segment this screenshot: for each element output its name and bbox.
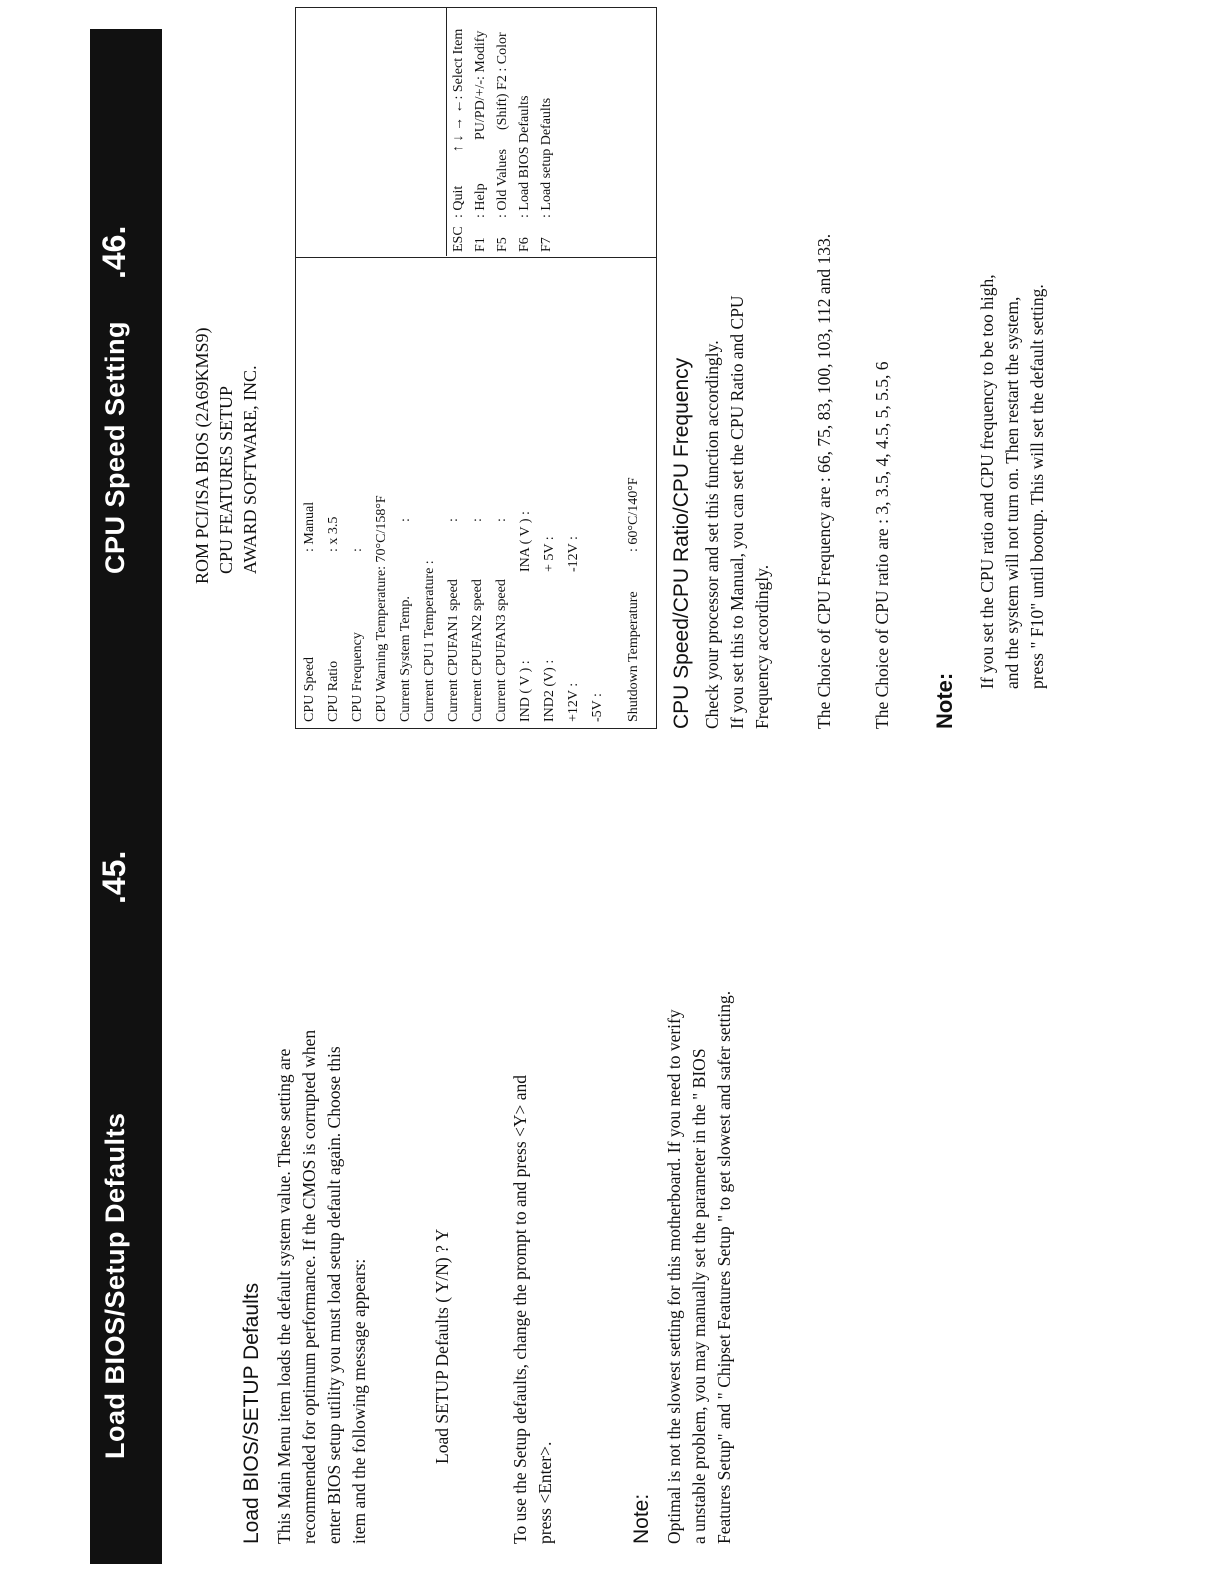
- bios-row-value: :: [398, 518, 413, 522]
- key-label: F1: [473, 237, 488, 252]
- bios-header-line: AWARD SOFTWARE, INC.: [240, 365, 260, 574]
- bios-row-value: : Manual: [302, 501, 317, 552]
- note-line: If you set the CPU ratio and CPU frequency to be too high,: [977, 274, 997, 689]
- header-bar: [90, 29, 162, 1564]
- load-defaults-usage: [508, 844, 558, 1544]
- key-desc: : Load BIOS Defaults: [517, 95, 532, 218]
- bios-row-label: Current CPUFAN3 speed: [494, 579, 509, 722]
- note-line: Features Setup" and " Chipset Features Setup " to get slowest and safer setting.: [714, 990, 734, 1544]
- key-desc: : Help: [473, 183, 488, 218]
- bios-row-label: +12V :: [566, 682, 581, 722]
- bios-row-value: :: [446, 518, 461, 522]
- left-page-number: .45.: [96, 850, 132, 904]
- note-line: press " F10" until bootup. This will set the default setting.: [1027, 284, 1047, 689]
- bios-row-label: IND2 (V) :: [542, 659, 557, 722]
- desc-line: If you set this to Manual, you can set the CPU Ratio and CPU: [727, 295, 747, 729]
- key-right-desc: ↑ ↓ → ←: Select Item: [451, 28, 466, 152]
- bios-row-label: CPU Warning Temperature: 70°C/158°F: [374, 495, 389, 722]
- usage-line: To use the Setup defaults, change the prompt to and press <Y> and: [510, 1074, 530, 1544]
- bios-settings-column: [296, 257, 656, 728]
- desc-line: Frequency accordingly.: [752, 564, 772, 729]
- bios-row-label: Current System Temp.: [398, 596, 413, 722]
- bios-row-label: Shutdown Temperature: [626, 591, 641, 722]
- right-note-text: [975, 9, 1050, 689]
- bios-row-label: -5V :: [590, 693, 605, 722]
- bios-row-value: -12V :: [566, 536, 581, 572]
- bios-row-label: CPU Frequency: [350, 632, 365, 722]
- note-line: Optimal is not the slowest setting for this motherboard. If you need to verify: [664, 1009, 684, 1544]
- bios-screen-header: [190, 327, 262, 584]
- cpu-frequency-choices: The Choice of CPU Frequency are : 66, 75, 83, 100, 103, 112 and 133.: [814, 233, 834, 729]
- left-note-text: [662, 784, 737, 1544]
- intro-line: enter BIOS setup utility you must load setup default again. Choose this: [324, 1046, 344, 1544]
- bios-key-legend: [446, 8, 657, 256]
- key-label: F6: [517, 237, 532, 252]
- load-defaults-prompt: Load SETUP Defaults ( Y/N) ? Y: [432, 1228, 452, 1464]
- right-page-number: .46.: [96, 225, 132, 279]
- bios-row-label: CPU Ratio: [326, 660, 341, 722]
- key-label: ESC: [451, 226, 466, 252]
- bios-row-value: :: [494, 518, 509, 522]
- bios-row-value: :: [470, 518, 485, 522]
- bios-row-value: : x 3.5: [326, 516, 341, 552]
- right-note-title: Note:: [932, 672, 957, 729]
- cpu-speed-description: [700, 29, 775, 729]
- bios-row-label: Current CPU1 Temperature :: [422, 560, 437, 722]
- intro-line: item and the following message appears:: [349, 1258, 369, 1544]
- bios-row-label: IND ( V ) :: [518, 660, 533, 722]
- key-desc: : Quit: [451, 185, 466, 218]
- load-defaults-intro: [272, 844, 372, 1544]
- usage-line: press <Enter>.: [535, 1441, 555, 1544]
- bios-row-value: :: [350, 548, 365, 552]
- bios-header-line: ROM PCI/ISA BIOS (2A69KMS9): [192, 327, 212, 584]
- key-label: F7: [539, 237, 554, 252]
- note-line: a unstable problem, you may manually set the parameter in the " BIOS: [689, 1048, 709, 1544]
- note-line: and the system will not turn on. Then restart the system,: [1002, 296, 1022, 689]
- key-right-desc: PU/PD/+/-: Modify: [473, 30, 488, 140]
- bios-row-label: Current CPUFAN2 speed: [470, 579, 485, 722]
- left-page-title: Load BIOS/Setup Defaults: [100, 1112, 130, 1459]
- key-label: F5: [495, 237, 510, 252]
- bios-cpu-features-screen: [295, 7, 657, 729]
- bios-row-label: CPU Speed: [302, 657, 317, 722]
- bios-keys-column: [296, 8, 656, 256]
- right-page-title: CPU Speed Setting: [100, 320, 130, 574]
- bios-header-line: CPU FEATURES SETUP: [216, 385, 236, 574]
- intro-line: recommended for optimum performance. If the CMOS is corrupted when: [299, 1029, 319, 1544]
- key-desc: : Old Values: [495, 149, 510, 218]
- key-right-desc: (Shift) F2 : Color: [495, 32, 510, 130]
- desc-line: Check your processor and set this function accordingly.: [702, 340, 722, 729]
- key-desc: : Load setup Defaults: [539, 97, 554, 218]
- bios-row-value: + 5V :: [542, 536, 557, 572]
- cpu-speed-section-title: CPU Speed/CPU Ratio/CPU Frequency: [670, 357, 693, 729]
- load-defaults-section-title: Load BIOS/SETUP Defaults: [240, 1282, 263, 1544]
- cpu-ratio-choices: The Choice of CPU ratio are : 3, 3.5, 4, 4.5, 5, 5.5, 6: [872, 361, 892, 729]
- bios-row-label: Current CPUFAN1 speed: [446, 579, 461, 722]
- intro-line: This Main Menu item loads the default system value. These setting are: [274, 1048, 294, 1544]
- bios-row-value: : 60°C/140°F: [626, 477, 641, 552]
- bios-row-value: INA ( V ) :: [518, 511, 533, 572]
- left-note-title: Note:: [630, 1493, 653, 1544]
